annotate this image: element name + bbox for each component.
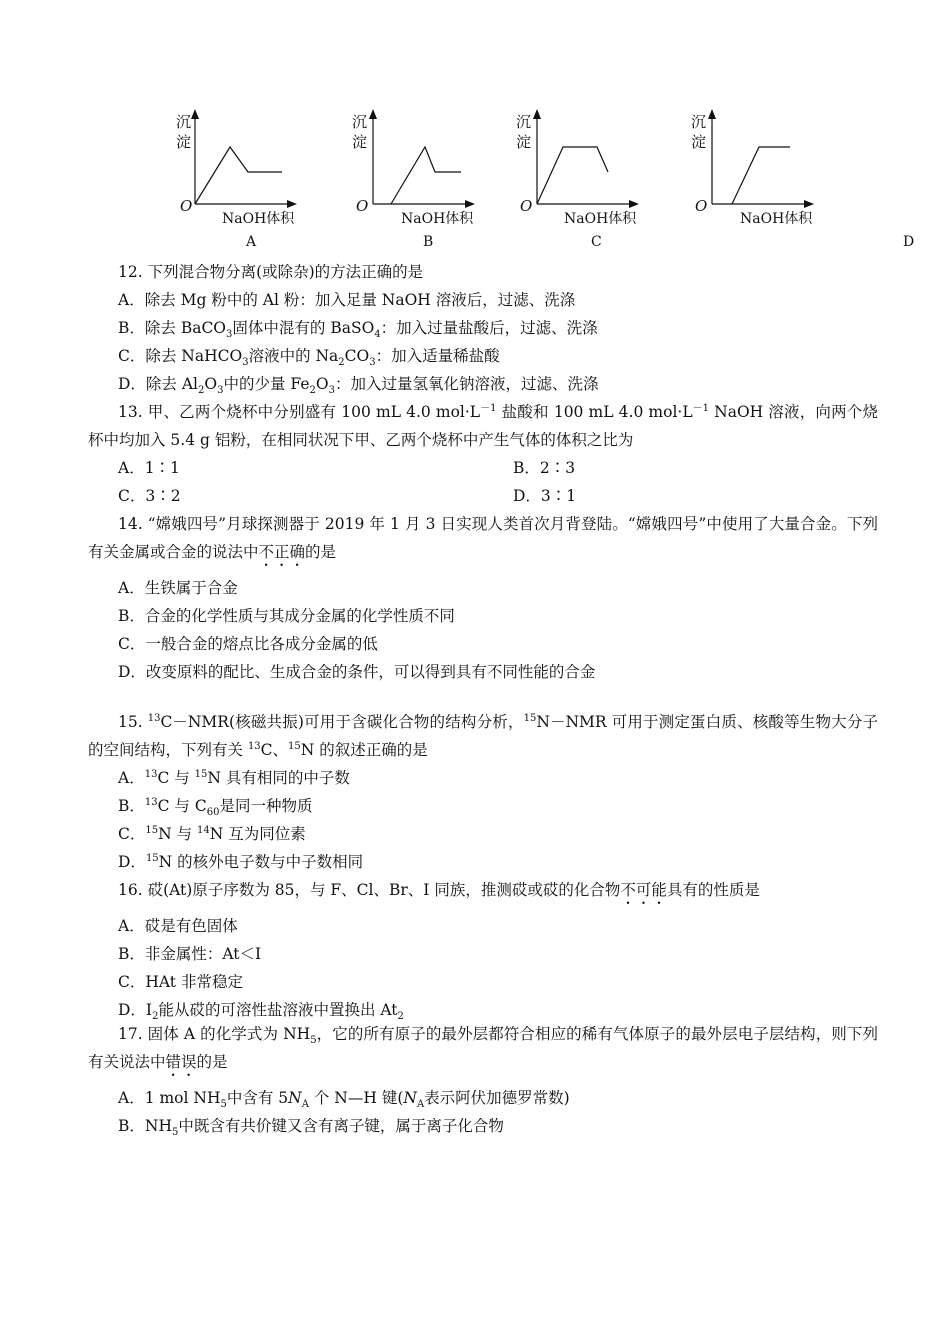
graph-plot xyxy=(170,104,320,214)
y-axis-arrow xyxy=(533,109,541,119)
option-a: A．生铁属于合金 xyxy=(118,579,238,597)
graph-letter: C xyxy=(591,234,602,250)
option-d: D．$I_2$能从砹的可溶性盐溶液中置换出 $At_2$ xyxy=(118,1001,404,1023)
question-stem: 12. 下列混合物分离(或除杂)的方法正确的是 xyxy=(118,263,424,281)
question-stem: 15. $^{13}$C－NMR(核磁共振)可用于含碳化合物的结构分析，$^{15}$N－NMR 可用于测定蛋白质、核酸等生物大分子的空间结构，下列有关 $^{13}$C、$^{15}$N 的叙述正确的是 xyxy=(88,712,879,759)
graph-letter: B xyxy=(423,234,434,250)
graph-b xyxy=(348,104,498,254)
option-d: D．改变原料的配比、生成合金的条件，可以得到具有不同性能的合金 xyxy=(118,663,596,681)
option-b: B．2∶3 xyxy=(513,459,576,477)
origin-label: O xyxy=(520,197,533,215)
question-16 xyxy=(88,876,878,1024)
question-15 xyxy=(88,708,878,876)
option-a: A．1∶1 xyxy=(118,459,180,477)
graph-plot xyxy=(512,104,662,214)
precipitate-curve xyxy=(732,147,790,204)
option-c: C．HAt 非常稳定 xyxy=(118,973,243,991)
y-axis-arrow xyxy=(369,109,377,119)
graph-y-label: 沉 淀 xyxy=(691,113,707,151)
graph-plot xyxy=(687,104,837,214)
x-axis-label: NaOH体积 xyxy=(564,211,637,227)
x-axis-arrow xyxy=(629,200,639,208)
option-b: B．非金属性：At＜I xyxy=(118,945,262,963)
origin-label: O xyxy=(356,197,369,215)
question-14 xyxy=(88,510,878,686)
question-12 xyxy=(88,258,878,398)
x-axis-label: NaOH体积 xyxy=(222,211,295,227)
y-axis-arrow xyxy=(191,109,199,119)
option-a: A．$^{13}$C 与 $^{15}$N 具有相同的中子数 xyxy=(118,768,350,787)
graph-letter: D xyxy=(903,234,915,250)
x-axis-arrow xyxy=(804,200,814,208)
graph-y-label: 沉 淀 xyxy=(516,113,532,151)
graph-a xyxy=(170,104,320,254)
graph-letter: A xyxy=(246,234,257,250)
question-stem: 13. 甲、乙两个烧杯中分别盛有 100 mL 4.0 $mol\cdot L^{-1}$ 盐酸和 100 mL 4.0 $mol\cdot L^{-1}$ NaOH 溶液，向两个烧杯中均加入 5.4 g 铝粉，在相同状况下甲、乙两个烧杯中产生气体的体积之比为 xyxy=(88,402,879,449)
question-stem: 16. 砹(At)原子序数为 85，与 F、Cl、Br、I 同族，推测砹或砹的化合物不可能具有的性质是 xyxy=(118,881,760,899)
graph-y-label: 沉 淀 xyxy=(352,113,368,151)
option-b: B．$NH_5$中既含有共价键又含有离子键，属于离子化合物 xyxy=(118,1117,504,1139)
precipitate-curve xyxy=(391,147,461,204)
option-d: D．除去 $Al_2O_3$中的少量 $Fe_2O_3$：加入过量氢氧化钠溶液，过滤、洗涤 xyxy=(118,375,599,397)
option-c: C．$^{15}$N 与 $^{14}$N 互为同位素 xyxy=(118,824,306,843)
option-b: B．除去 BaCO$_3$固体中混有的 BaSO$_4$：加入过量盐酸后，过滤、洗涤 xyxy=(118,319,598,341)
graph-plot xyxy=(348,104,498,214)
x-axis-arrow xyxy=(287,200,297,208)
options-row xyxy=(88,482,878,510)
options-row xyxy=(88,454,878,482)
option-b: B．合金的化学性质与其成分金属的化学性质不同 xyxy=(118,607,455,625)
question-17 xyxy=(88,1020,878,1140)
option-a: A．砹是有色固体 xyxy=(118,917,238,935)
graph-c xyxy=(512,104,662,254)
option-a: A．1 mol $NH_5$中含有 $5N_A$ 个 N—H 键($N_A$表示阿伏加德罗常数) xyxy=(118,1089,570,1111)
question-13 xyxy=(88,398,878,510)
x-axis-label: NaOH体积 xyxy=(401,211,474,227)
emphasis-text: 错误 xyxy=(165,1053,197,1071)
origin-label: O xyxy=(695,197,708,215)
question-stem: 14. “嫦娥四号”月球探测器于 2019 年 1 月 3 日实现人类首次月背登陆。“嫦娥四号”中使用了大量合金。下列有关金属或合金的说法中不正确的是 xyxy=(88,515,878,561)
emphasis-text: 不正确 xyxy=(258,543,306,561)
question-stem: 17. 固体 A 的化学式为 $NH_5$，它的所有原子的最外层都符合相应的稀有气体原子的最外层电子层结构，则下列有关说法中错误的是 xyxy=(88,1025,878,1071)
precipitate-curve xyxy=(195,147,282,204)
option-a: A．除去 Mg 粉中的 Al 粉：加入足量 NaOH 溶液后，过滤、洗涤 xyxy=(118,291,576,309)
precipitate-graphs xyxy=(150,104,915,254)
y-axis-arrow xyxy=(708,109,716,119)
option-c: C．除去 NaHCO$_3$溶液中的 $Na_2CO_3$：加入适量稀盐酸 xyxy=(118,347,500,369)
option-b: B．$^{13}$C 与 $C_{60}$是同一种物质 xyxy=(118,796,313,819)
emphasis-text: 不可能 xyxy=(620,881,667,899)
graph-y-label: 沉 淀 xyxy=(176,113,192,151)
option-c: C．一般合金的熔点比各成分金属的低 xyxy=(118,635,378,653)
x-axis-arrow xyxy=(465,200,475,208)
option-d: D．$^{15}$N 的核外电子数与中子数相同 xyxy=(118,852,364,871)
option-d: D．3∶1 xyxy=(513,487,577,505)
graph-d xyxy=(687,104,915,254)
option-c: C．3∶2 xyxy=(118,487,181,505)
origin-label: O xyxy=(180,197,193,215)
x-axis-label: NaOH体积 xyxy=(740,211,813,227)
precipitate-curve xyxy=(537,147,608,204)
